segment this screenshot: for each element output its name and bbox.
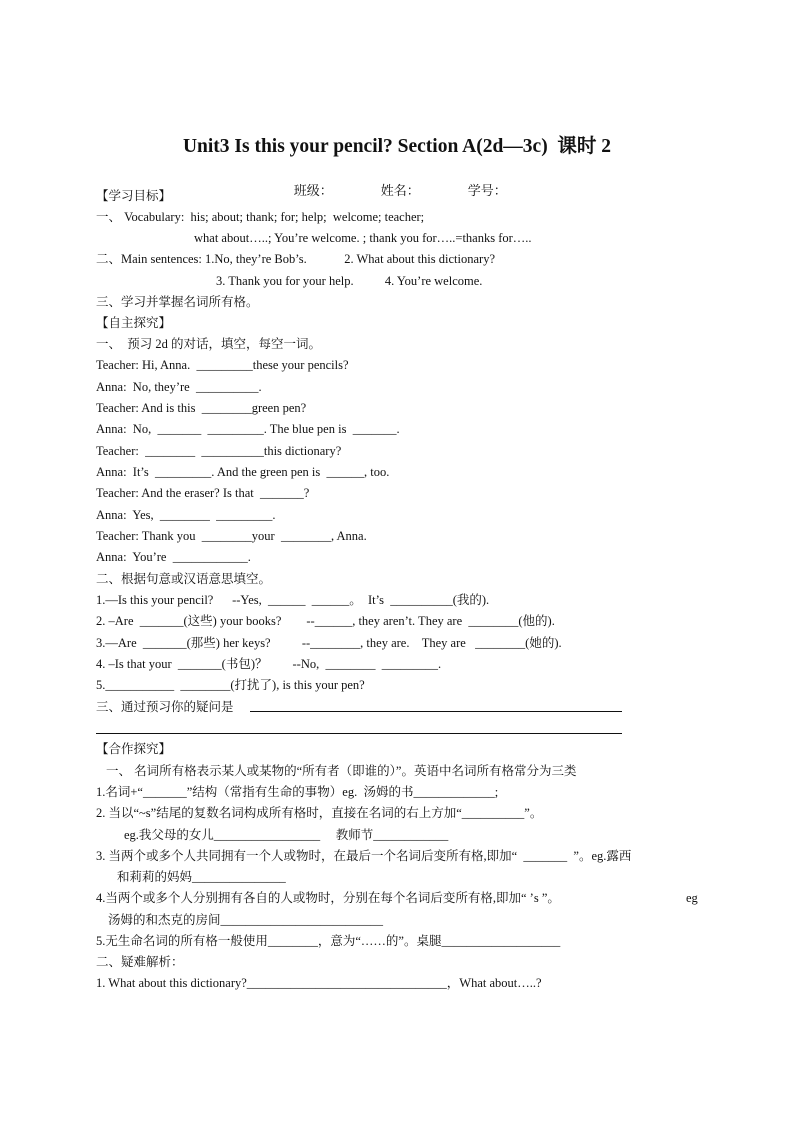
main-sentences-line-1: 二、Main sentences: 1.No, they’re Bob’s. 2. What about this dictionary? <box>96 252 495 266</box>
section-learning-goals: 【学习目标】 <box>96 189 172 203</box>
dialogue-line: Anna: No, _______ _________. The blue pen is _______. <box>96 422 400 436</box>
dialogue-line: Anna: Yes, ________ _________. <box>96 508 276 522</box>
rule-4-eg: eg <box>686 891 698 905</box>
exercise-item: 4. –Is that your _______(书包)？ --No, ________ _________. <box>96 657 442 671</box>
fill-in-instruction: 二、根据句意或汉语意思填空。 <box>96 572 272 586</box>
exercise-item: 3.—Are _______(那些) her keys? --________, they are. They are ________(她的). <box>96 636 562 650</box>
rule-3-example: 和莉莉的妈妈_______________ <box>117 870 286 884</box>
rule-5: 5.无生命名词的所有格一般使用________，意为“……的”。桌腿___________________ <box>96 934 561 948</box>
possessive-intro: 一、 名词所有格表示某人或某物的“所有者（即谁的）”。英语中名词所有格常分为三类 <box>106 764 577 778</box>
dialogue-line: Anna: You’re ____________. <box>96 550 251 564</box>
dialogue-line: Anna: It’s _________. And the green pen is ______, too. <box>96 465 390 479</box>
dialogue-line: Teacher: And is this ________green pen? <box>96 401 307 415</box>
page-title: Unit3 Is this your pencil? Section A(2d—3c) 课时 2 <box>182 136 612 157</box>
name-label: 姓名： <box>380 183 420 198</box>
dialogue-line: Teacher: Thank you ________your ________, Anna. <box>96 529 367 543</box>
exercise-item: 5.___________ ________(打扰了), is this your pen? <box>96 678 365 692</box>
number-label: 学号： <box>467 183 507 198</box>
goal-3: 三、学习并掌握名词所有格。 <box>96 295 259 309</box>
questions-prompt: 三、通过预习你的疑问是 <box>96 700 234 714</box>
rule-3: 3. 当两个或多个人共同拥有一个人或物时，在最后一个名词后变所有格,即加“ _______ ”。eg.露西 <box>96 849 632 863</box>
difficulty-item-1: 1. What about this dictionary?________________________________，What about…..? <box>96 976 542 990</box>
rule-4-example: 汤姆的和杰克的房间__________________________ <box>108 913 384 927</box>
answer-line <box>96 733 622 734</box>
class-label: 班级： <box>293 183 333 198</box>
rule-1: 1.名词+“_______”结构（常指有生命的事物）eg. 汤姆的书_____________; <box>96 785 499 799</box>
dialogue-line: Teacher: ________ __________this dictionary? <box>96 444 342 458</box>
rule-2-example: eg.我父母的女儿_________________ 教师节____________ <box>124 828 449 842</box>
rule-2: 2. 当以“~s”结尾的复数名词构成所有格时，直接在名词的右上方加“__________”。 <box>96 806 543 820</box>
dialogue-line: Anna: No, they’re __________. <box>96 380 262 394</box>
exercise-item: 2. –Are _______(这些) your books? --______, they aren’t. They are ________(他的). <box>96 614 555 628</box>
section-self-study: 【自主探究】 <box>96 316 172 330</box>
preview-instruction: 一、 预习 2d 的对话，填空，每空一词。 <box>96 337 322 351</box>
main-sentences-line-2: 3. Thank you for your help. 4. You’re welcome. <box>216 274 483 288</box>
section-cooperative-study: 【合作探究】 <box>96 742 172 756</box>
exercise-item: 1.—Is this your pencil? --Yes, ______ ______。 It’s __________(我的). <box>96 593 490 607</box>
answer-line <box>250 711 622 712</box>
vocabulary-line-2: what about…..; You’re welcome. ; thank you for…..=thanks for….. <box>194 231 532 245</box>
rule-4: 4.当两个或多个人分别拥有各自的人或物时，分别在每个名词后变所有格,即加“ ’s ”。 <box>96 891 560 905</box>
dialogue-line: Teacher: Hi, Anna. _________these your pencils? <box>96 358 349 372</box>
dialogue-line: Teacher: And the eraser? Is that _______? <box>96 486 310 500</box>
vocabulary-line-1: 一、 Vocabulary: his; about; thank; for; help; welcome; teacher; <box>96 210 425 224</box>
difficulty-analysis-heading: 二、疑难解析： <box>96 955 184 969</box>
